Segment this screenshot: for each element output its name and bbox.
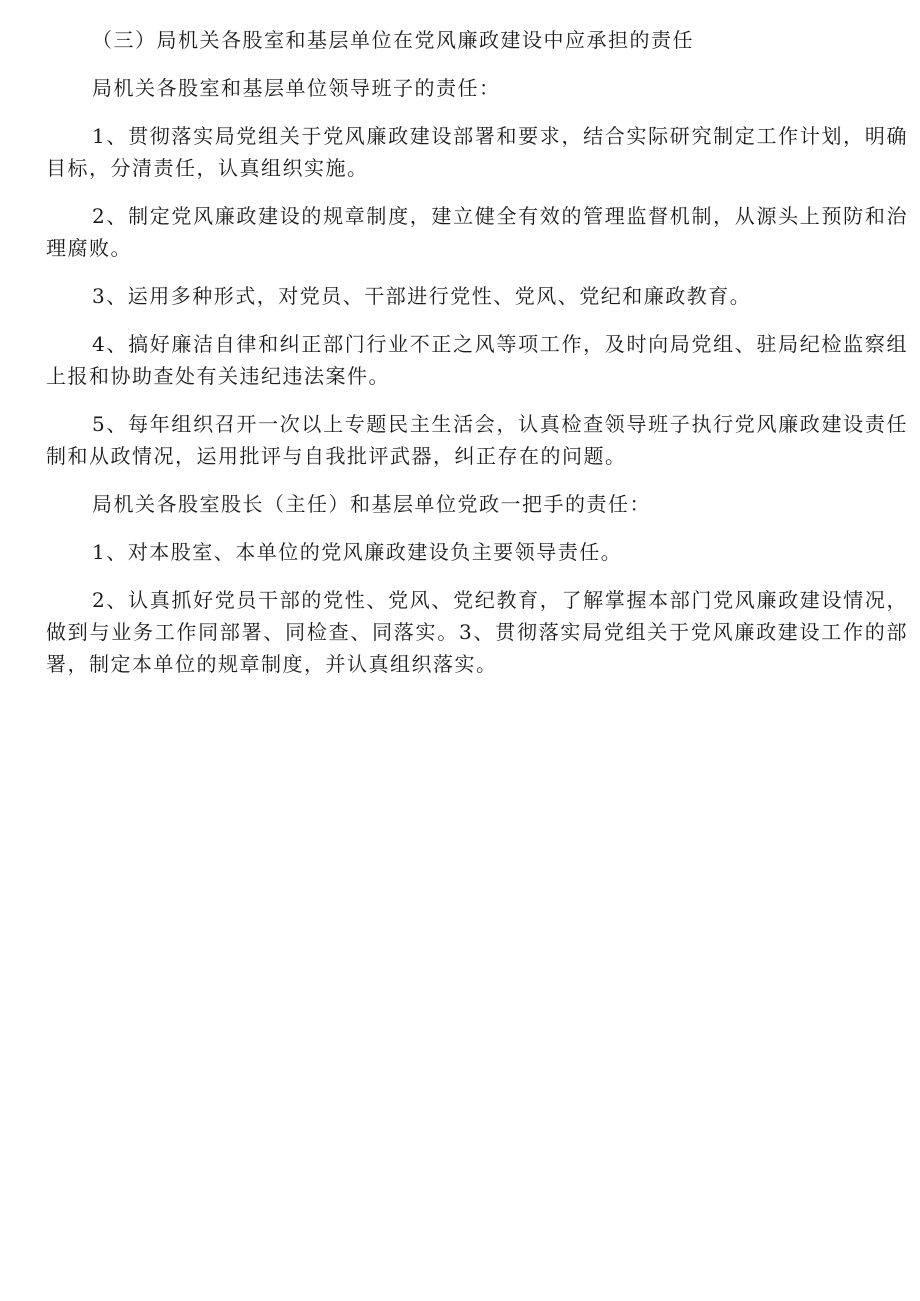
- head-item-2-3: 2、认真抓好党员干部的党性、党风、党纪教育，了解掌握本部门党风廉政建设情况，做到与业务工作同部署、同检查、同落实。3、贯彻落实局党组关于党风廉政建设工作的部署，制定本单位的规章制度，并认真组织落实。: [46, 588, 908, 676]
- document-body: [46, 24, 908, 696]
- subheading-head-responsibility: 局机关各股室股长（主任）和基层单位党政一把手的责任：: [92, 492, 651, 516]
- section-heading: （三）局机关各股室和基层单位在党风廉政建设中应承担的责任: [92, 28, 694, 52]
- subheading-leadership-responsibility: 局机关各股室和基层单位领导班子的责任：: [92, 76, 501, 100]
- leadership-item-3: 3、运用多种形式，对党员、干部进行党性、党风、党纪和廉政教育。: [92, 284, 752, 308]
- leadership-item-4: 4、搞好廉洁自律和纠正部门行业不正之风等项工作，及时向局党组、驻局纪检监察组上报和协助查处有关违纪违法案件。: [46, 332, 908, 388]
- leadership-item-1: 1、贯彻落实局党组关于党风廉政建设部署和要求，结合实际研究制定工作计划，明确目标，分清责任，认真组织实施。: [46, 124, 908, 180]
- head-item-1: 1、对本股室、本单位的党风廉政建设负主要领导责任。: [92, 540, 623, 564]
- leadership-item-2: 2、制定党风廉政建设的规章制度，建立健全有效的管理监督机制，从源头上预防和治理腐败。: [46, 204, 908, 260]
- leadership-item-5: 5、每年组织召开一次以上专题民主生活会，认真检查领导班子执行党风廉政建设责任制和从政情况，运用批评与自我批评武器，纠正存在的问题。: [46, 412, 908, 468]
